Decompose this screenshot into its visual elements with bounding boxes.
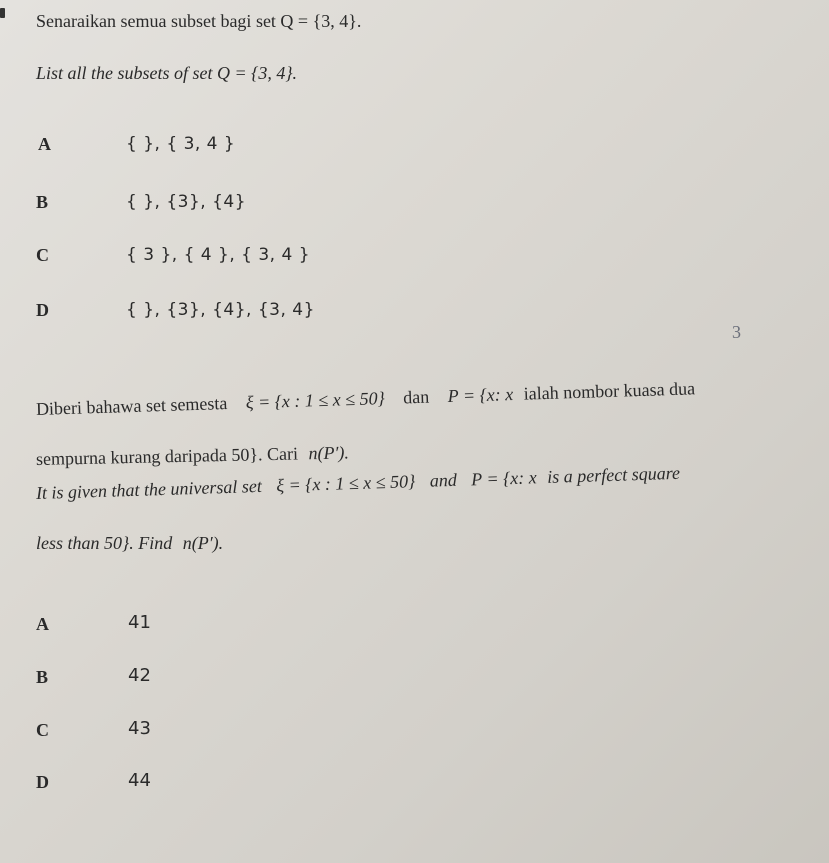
q2-option-b-letter: B (36, 667, 49, 687)
q1-option-a-letter: A (38, 134, 51, 154)
q2-malay-line-1 (36, 377, 696, 420)
q1-stem-english: List all the subsets of set Q = {3, 4}. (36, 63, 298, 83)
q1-option-d-text[interactable]: { }, {3}, {4}, {3, 4} (126, 300, 315, 320)
q1-option-b-letter: B (36, 192, 49, 212)
q2-ms-text-1: Diberi bahawa set semesta (35, 392, 228, 419)
q2-option-b-value[interactable]: 42 (128, 665, 151, 686)
q2-english-line-2 (36, 532, 223, 554)
q1-option-c-letter: C (36, 245, 49, 265)
q2-en-set-p: P = {x: x (470, 467, 538, 490)
q2-ms-find-np: n(P′). (308, 442, 350, 464)
q2-ms-set-p: P = {x: x (447, 384, 514, 407)
q1-option-a-text[interactable]: { }, { 3, 4 } (126, 134, 236, 154)
handwritten-mark: 3 (732, 322, 741, 342)
q2-en-universal-set: ξ = {x : 1 ≤ x ≤ 50} (276, 471, 416, 496)
q2-option-d-value[interactable]: 44 (128, 770, 151, 791)
q2-ms-universal-set: ξ = {x : 1 ≤ x ≤ 50} (245, 388, 386, 413)
q2-option-a-letter: A (36, 614, 49, 634)
margin-mark (0, 8, 5, 18)
q2-en-find-np: n(P′). (182, 533, 224, 553)
q1-option-b-text[interactable]: { }, {3}, {4} (126, 192, 247, 212)
q2-en-text-1: It is given that the universal set (35, 475, 263, 503)
q2-option-d-letter: D (36, 772, 49, 792)
q2-en-text-and: and (429, 469, 458, 491)
q1-stem-malay: Senaraikan semua subset bagi set Q = {3, 4}. (36, 11, 362, 31)
q2-en-text-2: is a perfect square (546, 462, 681, 487)
q2-option-c-letter: C (36, 720, 49, 740)
q2-english-line-1 (36, 462, 681, 504)
q1-option-c-text[interactable]: { 3 }, { 4 }, { 3, 4 } (126, 245, 311, 265)
q2-option-a-value[interactable]: 41 (128, 612, 151, 633)
q2-option-c-value[interactable]: 43 (128, 718, 151, 739)
q2-ms-text-2: ialah nombor kuasa dua (523, 378, 696, 404)
q1-option-d-letter: D (36, 300, 49, 320)
q2-ms-text-dan: dan (402, 386, 430, 408)
q2-ms-text-3: sempurna kurang daripada 50}. Cari (35, 443, 299, 469)
q2-malay-line-2 (36, 441, 349, 470)
q2-en-text-3: less than 50}. Find (36, 533, 173, 553)
